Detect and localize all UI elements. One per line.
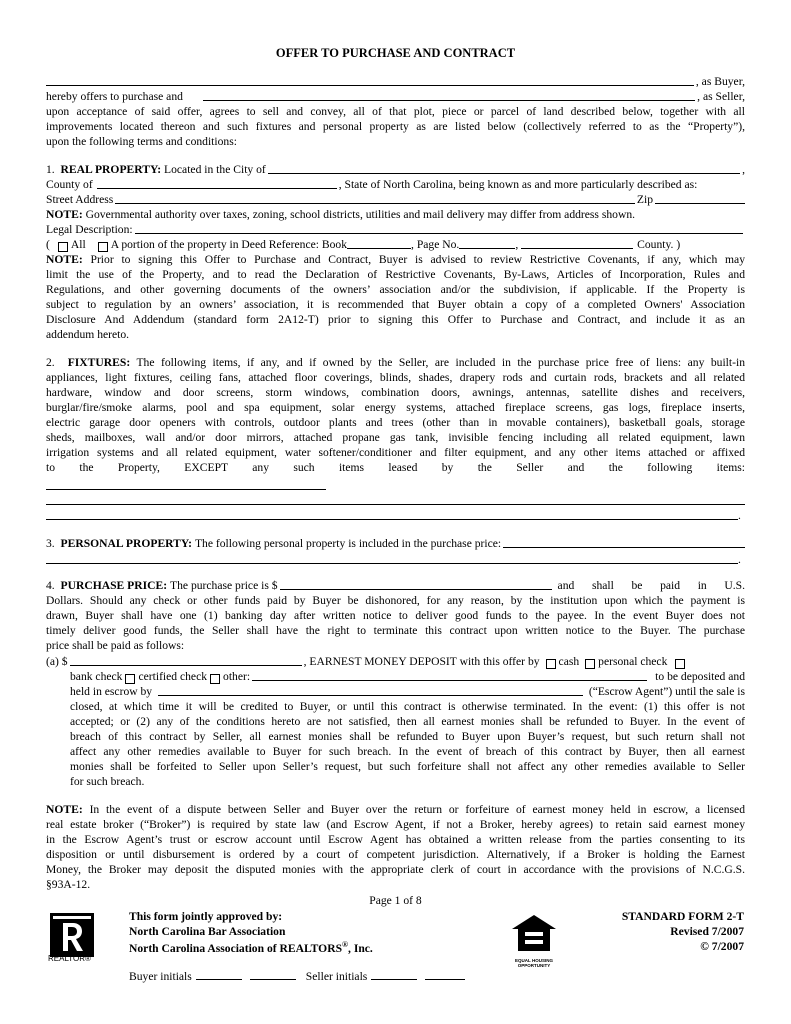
except-items-field[interactable]: [46, 519, 738, 520]
page-number: Page 1 of 8: [369, 894, 422, 907]
eho-caption: OPPORTUNITY: [517, 963, 551, 968]
fixtures-line: burglar/fire/smoke alarms, pool and spa equipment, solar energy systems, attached fireplace screens, gas logs, fireplace inserts,: [46, 401, 745, 414]
escrow-note-line: Money, the Broker may deposit the disputed monies with the appropriate clerk of court in accordance with the provisions of N.C.G.S.: [46, 863, 745, 876]
copyright: © 7/2007: [700, 940, 744, 953]
city-field[interactable]: [268, 162, 740, 174]
seller-initials-field-1[interactable]: [371, 968, 417, 980]
portion-checkbox[interactable]: [98, 242, 108, 252]
earnest-line: for such breach.: [70, 775, 145, 788]
deed-county-field[interactable]: [521, 237, 633, 249]
legal-description-line: Legal Description:: [46, 222, 745, 237]
fixtures-except-line: to the Property, EXCEPT any such items leased by the Seller and the following items:: [46, 461, 745, 474]
document-title: OFFER TO PURCHASE AND CONTRACT: [275, 46, 516, 60]
intro-line: upon the following terms and conditions:: [46, 135, 237, 148]
covenant-note-line: addendum hereto.: [46, 328, 130, 341]
escrow-note-line: §93A-12.: [46, 878, 91, 891]
initials-line: Buyer initials Seller initials: [129, 968, 465, 983]
other-checkbox[interactable]: [210, 674, 220, 684]
earnest-line: accepted; or (2) any of the conditions hereto are not satisfied, then all earnest monies shall be refunded to Buyer. In the event of: [70, 715, 745, 728]
revised-date: Revised 7/2007: [670, 925, 744, 938]
earnest-line: breach of this contract by Seller, all earnest monies shall be refunded to Buyer upon Buyer’s request, but such return shall not: [70, 730, 745, 743]
gov-note: NOTE: Governmental authority over taxes, zoning, school districts, utilities and mail delivery may differ from address shown.: [46, 208, 636, 221]
earnest-line: affect any other remedies available to Buyer for such breach. In the event of breach of this contract by Buyer, then all earnest: [70, 745, 745, 758]
escrow-note: NOTE: In the event of a dispute between Seller and Buyer over the return or forfeiture of earnest money held in escrow, a licensed: [46, 803, 745, 816]
intro-line: improvements located thereon and such fixtures and personal property as are listed below (collectively referred to as the “Property”),: [46, 120, 745, 133]
approved-by: This form jointly approved by:: [129, 910, 283, 923]
section-4-price-line: 4. PURCHASE PRICE: The purchase price is $ and shall be paid in U.S.: [46, 579, 745, 592]
section-1-heading: REAL PROPERTY:: [60, 163, 162, 176]
section-2-first-line: 2. FIXTURES: The following items, if any, and if owned by the Seller, are included in the purchase price free of liens: any built-in: [46, 356, 746, 369]
section-3-heading: PERSONAL PROPERTY:: [60, 537, 193, 550]
legal-description-field[interactable]: [135, 222, 743, 234]
street-address-field[interactable]: [115, 192, 635, 204]
fixtures-line: sheds, mailboxes, wall and/or door mirrors, attached propane gas tank, invisible fencing including all related equipment, lawn: [46, 431, 745, 444]
fixtures-line: irrigation systems and all related equipment, water softener/conditioner and filter equipment, and any other items attached or affixed: [46, 446, 745, 459]
fixtures-line: hardware, window and door screens, storm windows, combination doors, awnings, antennas, satellite dishes and receivers,: [46, 386, 745, 399]
buyer-line: , as Buyer,: [46, 74, 745, 89]
seller-line: hereby offers to purchase and , as Seller,: [46, 90, 745, 103]
section-2-heading: FIXTURES:: [67, 356, 131, 369]
fixtures-line: electric garage door openers with controls, outdoor plants and trees (other than in movable containers), basketball goals, storage: [46, 416, 745, 429]
county-line: County of , State of North Carolina, being known as and more particularly described as:: [46, 178, 698, 191]
check-type-line: bank check certified check other: to be deposited and: [70, 670, 745, 683]
buyer-initials-field-1[interactable]: [196, 968, 242, 980]
covenant-note-line: Disclosure And Addendum (standard form 2A12-T) prior to signing this Offer to Purchase and Contract, and include it as an: [46, 313, 745, 326]
fixtures-line: appliances, light fixtures, ceiling fans, attached floor coverings, blinds, shades, drapery rods and curtain rods, brackets and all related: [46, 371, 745, 384]
realtor-logo-caption: REALTOR®: [48, 954, 91, 963]
personal-property-field[interactable]: [503, 536, 745, 548]
escrow-line: held in escrow by (“Escrow Agent”) until the sale is: [70, 685, 745, 698]
except-items-field[interactable]: [46, 504, 745, 505]
certified-check-checkbox[interactable]: [125, 674, 135, 684]
escrow-note-line: real estate broker (“Broker”) is required by state law (and Escrow Agent, if not a Broker, hereby agrees) to retain said earnest money: [46, 818, 745, 831]
escrow-agent-field[interactable]: [158, 684, 583, 696]
purchase-price-field[interactable]: [280, 578, 552, 590]
section-1-city-line: 1. REAL PROPERTY: Located in the City of ,: [46, 163, 745, 176]
earnest-line: monies shall be forfeited to Seller upon Seller’s request, but such forfeiture shall not affect any other remedies available to Seller: [70, 760, 745, 773]
equal-housing-icon: [510, 913, 558, 967]
deed-line: ( All A portion of the property in Deed Reference: Book , Page No. , County. ): [46, 238, 681, 251]
cash-checkbox[interactable]: [546, 659, 556, 669]
escrow-note-line: disposition or until disbursement is ordered by a court of competent jurisdiction. Alternatively, if a Broker is holding the Earnest: [46, 848, 745, 861]
escrow-note-line: in the Escrow Agent’s trust or escrow account until Escrow Agent has obtained a written release from the parties consenting to its: [46, 833, 745, 846]
price-line: Dollars. Should any check or other funds paid by Buyer be dishonored, for any reason, by the institution upon which the payment is: [46, 594, 745, 607]
price-line: timely deliver good funds, the Seller shall have the right to terminate this contract upon written notice to the Buyer. The purchase: [46, 624, 745, 637]
covenant-note: NOTE: Prior to signing this Offer to Purchase and Contract, Buyer is advised to review Restrictive Covenants, if any, which may: [46, 253, 745, 266]
zip-field[interactable]: [655, 192, 745, 204]
all-checkbox[interactable]: [58, 242, 68, 252]
bar-association: North Carolina Bar Association: [129, 925, 286, 938]
street-line: Street Address Zip: [46, 192, 745, 207]
earnest-line: closed, at which time it will be credited to Buyer, or until this contract is otherwise terminated. In the event: (1) this offer is not: [70, 700, 745, 713]
buyer-name-field[interactable]: [46, 74, 694, 86]
personal-check-checkbox[interactable]: [585, 659, 595, 669]
county-field[interactable]: [97, 177, 337, 189]
earnest-money-line: (a) $ , EARNEST MONEY DEPOSIT with this offer by cash personal check: [46, 654, 745, 669]
section-3-line: 3. PERSONAL PROPERTY: The following personal property is included in the purchase price:: [46, 536, 745, 551]
realtors-association: North Carolina Association of REALTORS®, Inc.: [129, 940, 373, 955]
eho-caption: EQUAL HOUSING: [515, 958, 553, 963]
other-payment-field[interactable]: [252, 669, 647, 681]
personal-property-field[interactable]: [46, 563, 738, 564]
intro-line: upon acceptance of said offer, agrees to sell and convey, all of that plot, piece or parcel of land described below, together with all: [46, 105, 745, 118]
seller-name-field[interactable]: [203, 89, 695, 101]
standard-form: STANDARD FORM 2-T: [621, 910, 744, 923]
covenant-note-line: limit the use of the Property, and to read the Declaration of Restrictive Covenants, By-Laws, Articles of Incorporation, Rules and: [46, 268, 745, 281]
price-line: price shall be paid as follows:: [46, 639, 185, 652]
price-line: drawn, Buyer shall have one (1) banking day after written notice to deliver good funds to the payee. In the event Buyer does not: [46, 609, 745, 622]
except-items-field[interactable]: [46, 478, 326, 490]
buyer-initials-field-2[interactable]: [250, 968, 296, 980]
page-no-field[interactable]: [459, 237, 515, 249]
seller-initials-field-2[interactable]: [425, 968, 465, 980]
section-4-heading: PURCHASE PRICE:: [60, 579, 168, 592]
earnest-money-field[interactable]: [70, 654, 302, 666]
bank-check-checkbox[interactable]: [675, 659, 685, 669]
covenant-note-line: Regulations, and other governing documents of the owners’ association and/or the subdivision, if applicable. If the Property is: [46, 283, 745, 296]
covenant-note-line: subject to regulation by an owners’ association, it is recommended that Buyer obtain a copy of a completed Owners' Association: [46, 298, 745, 311]
book-field[interactable]: [347, 237, 411, 249]
